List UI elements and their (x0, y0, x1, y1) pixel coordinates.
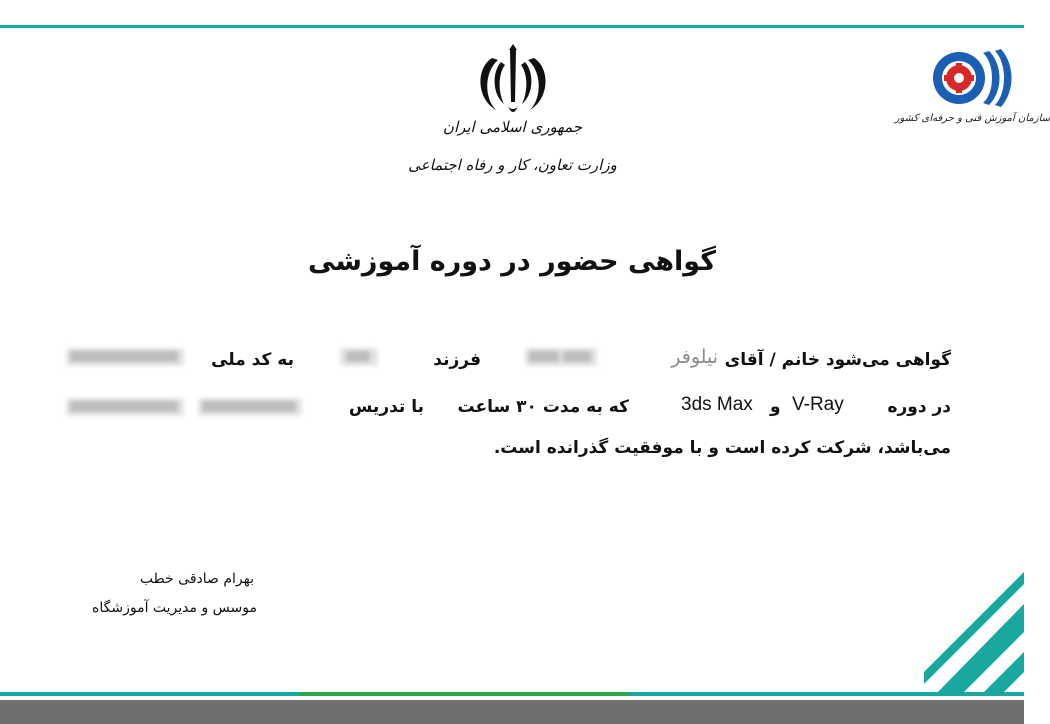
corner-stripes-decoration (900, 560, 1024, 700)
redacted-national-code (66, 348, 184, 366)
bottom-rule-accent (300, 692, 630, 696)
signer-role: موسس و مدیریت آموزشگاه (92, 600, 257, 616)
course-label: در دوره (887, 397, 951, 417)
redacted-last-name (525, 348, 597, 366)
ministry-name: وزارت تعاون، کار و رفاه اجتماعی (408, 156, 617, 174)
course-vray: V-Ray (792, 394, 844, 415)
tvto-logo-icon (925, 45, 1015, 111)
child-of-label: فرزند (433, 350, 481, 370)
completion-text: می‌باشد، شرکت کرده است و با موفقیت گذرانده است. (493, 438, 951, 458)
course-duration: که به مدت ۳۰ ساعت (457, 397, 629, 417)
government-name: جمهوری اسلامی ایران (442, 118, 583, 136)
intro-text: گواهی می‌شود خانم / آقای (724, 350, 951, 370)
organization-name: سازمان آموزش فنی و حرفه‌ای کشور (894, 113, 1050, 124)
signer-name: بهرام صادقی خطب (139, 571, 254, 587)
redacted-father-name (340, 348, 378, 366)
iran-emblem-icon (470, 40, 556, 120)
certificate-title: گواهی حضور در دوره آموزشی (308, 246, 716, 277)
bottom-band (0, 700, 1024, 724)
course-3dsmax: 3ds Max (681, 394, 753, 415)
redacted-instructor-part2 (198, 398, 302, 416)
first-name-value: نیلوفر (671, 346, 718, 368)
course-conjunction: و (770, 397, 781, 417)
top-rule (0, 25, 1024, 28)
instructor-label: با تدریس (348, 397, 424, 417)
redacted-instructor-part1 (66, 398, 184, 416)
national-code-label: به کد ملی (211, 350, 294, 370)
